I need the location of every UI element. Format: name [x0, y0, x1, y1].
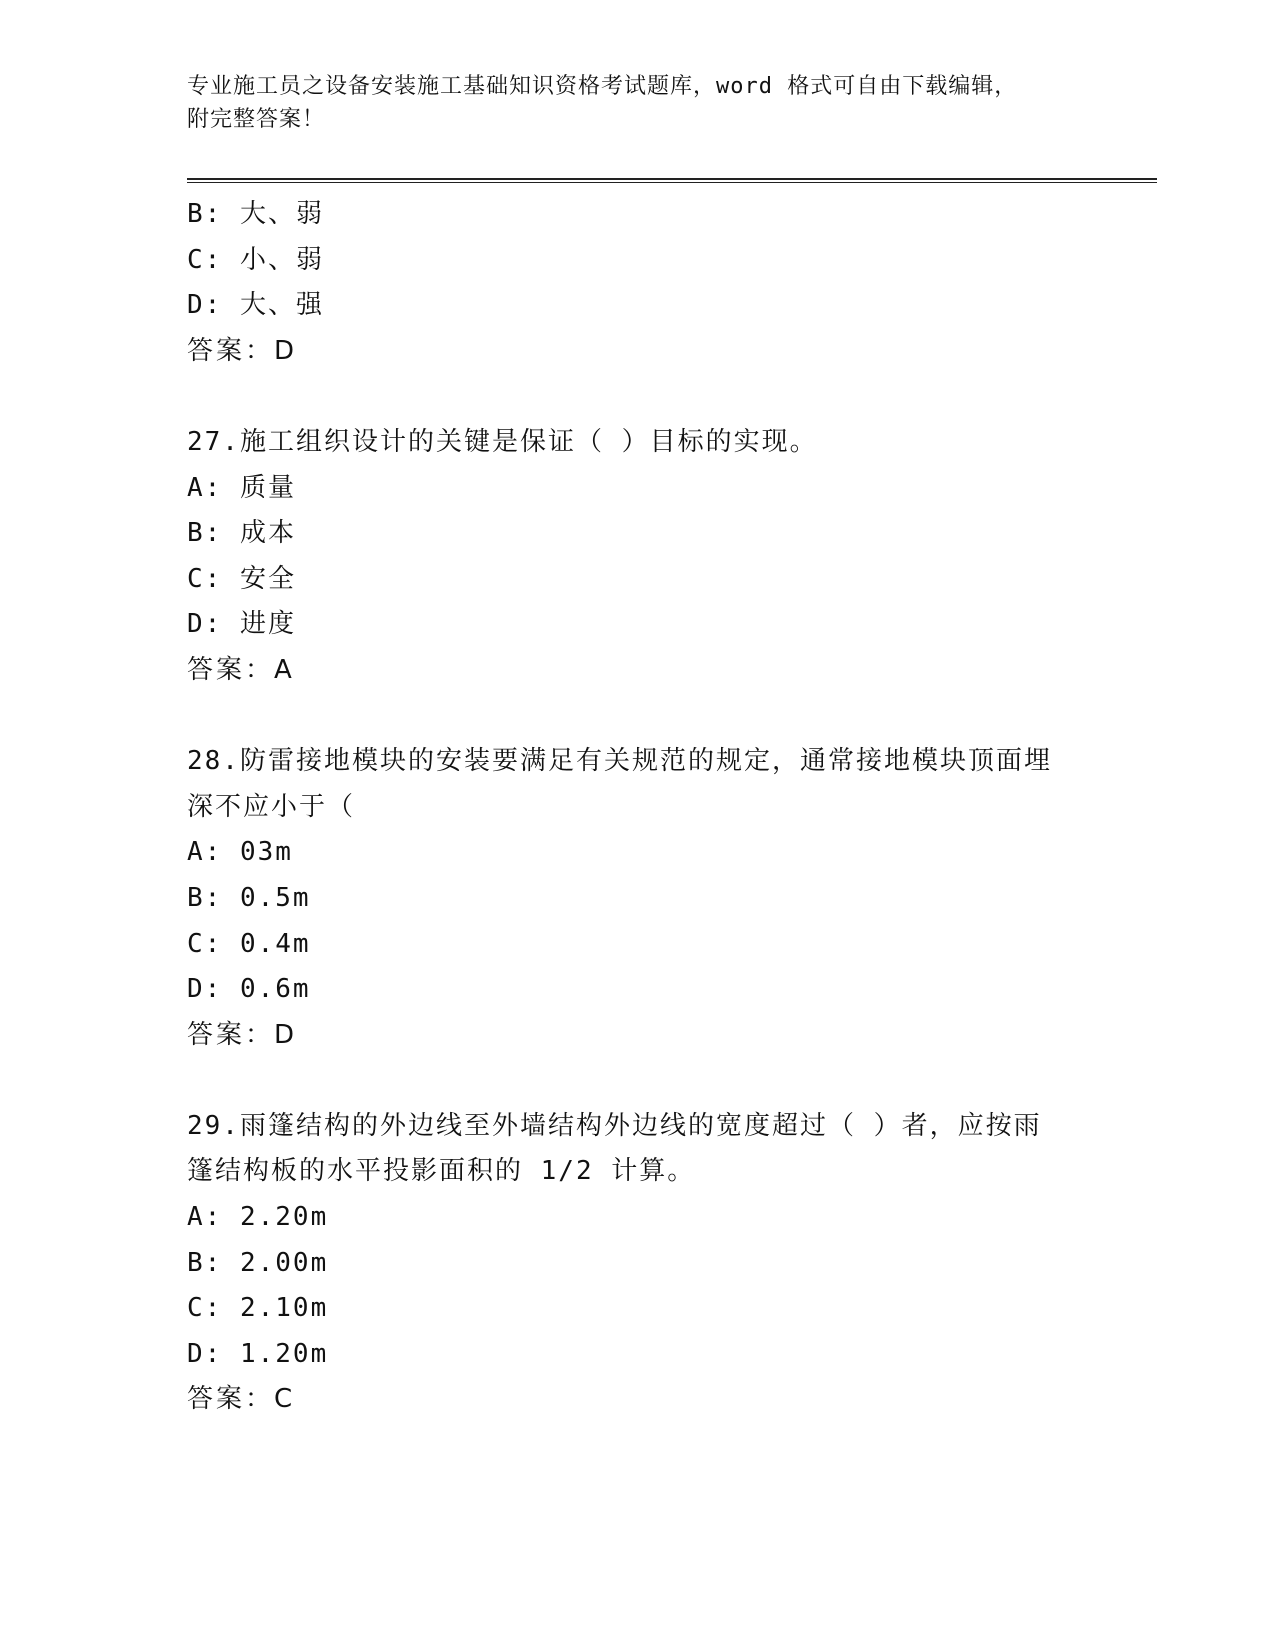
question-28 — [187, 739, 1087, 1058]
answer: 答案：D — [187, 1019, 298, 1050]
answer: 答案：C — [187, 1384, 296, 1415]
question-text-line-1: 29.雨篷结构的外边线至外墙结构外边线的宽度超过（ ）者，应按雨 — [187, 1110, 1042, 1141]
question-text: 27.施工组织设计的关键是保证（ ）目标的实现。 — [187, 426, 818, 457]
option-c: C: 安全 — [187, 563, 296, 594]
question-text-line-2: 深不应小于（ — [187, 791, 356, 822]
spacer — [187, 1058, 1087, 1104]
option-a: A: 质量 — [187, 472, 296, 503]
question-29 — [187, 1104, 1087, 1423]
option-d: D: 0.6m — [187, 974, 311, 1005]
option-b: B: 2.00m — [187, 1247, 329, 1278]
question-text-line-1: 28.防雷接地模块的安装要满足有关规范的规定，通常接地模块顶面埋 — [187, 746, 1052, 777]
option-b: B: 0.5m — [187, 882, 311, 913]
header-line-2: 附完整答案！ — [187, 107, 326, 132]
spacer — [187, 374, 1087, 420]
answer: 答案：A — [187, 654, 295, 685]
option-c: C: 小、弱 — [187, 244, 324, 275]
answer: 答案：D — [187, 335, 298, 366]
header-divider — [187, 178, 1157, 183]
document-header — [187, 70, 1087, 136]
spacer — [187, 694, 1087, 740]
question-27 — [187, 420, 1087, 694]
option-a: A: 2.20m — [187, 1202, 329, 1233]
question-26 — [187, 192, 1087, 374]
question-list — [187, 192, 1087, 1423]
option-d: D: 1.20m — [187, 1338, 329, 1369]
option-b: B: 成本 — [187, 518, 296, 549]
option-b: B: 大、弱 — [187, 199, 324, 229]
question-text-line-2: 篷结构板的水平投影面积的 1/2 计算。 — [187, 1156, 696, 1187]
option-d: D: 进度 — [187, 609, 296, 640]
option-c: C: 2.10m — [187, 1293, 329, 1324]
header-line-1: 专业施工员之设备安装施工基础知识资格考试题库，word 格式可自由下载编辑， — [187, 74, 1018, 99]
option-c: C: 0.4m — [187, 928, 311, 959]
option-d: D: 大、强 — [187, 290, 324, 321]
option-a: A: 03m — [187, 837, 293, 868]
document-page — [187, 0, 1157, 1650]
